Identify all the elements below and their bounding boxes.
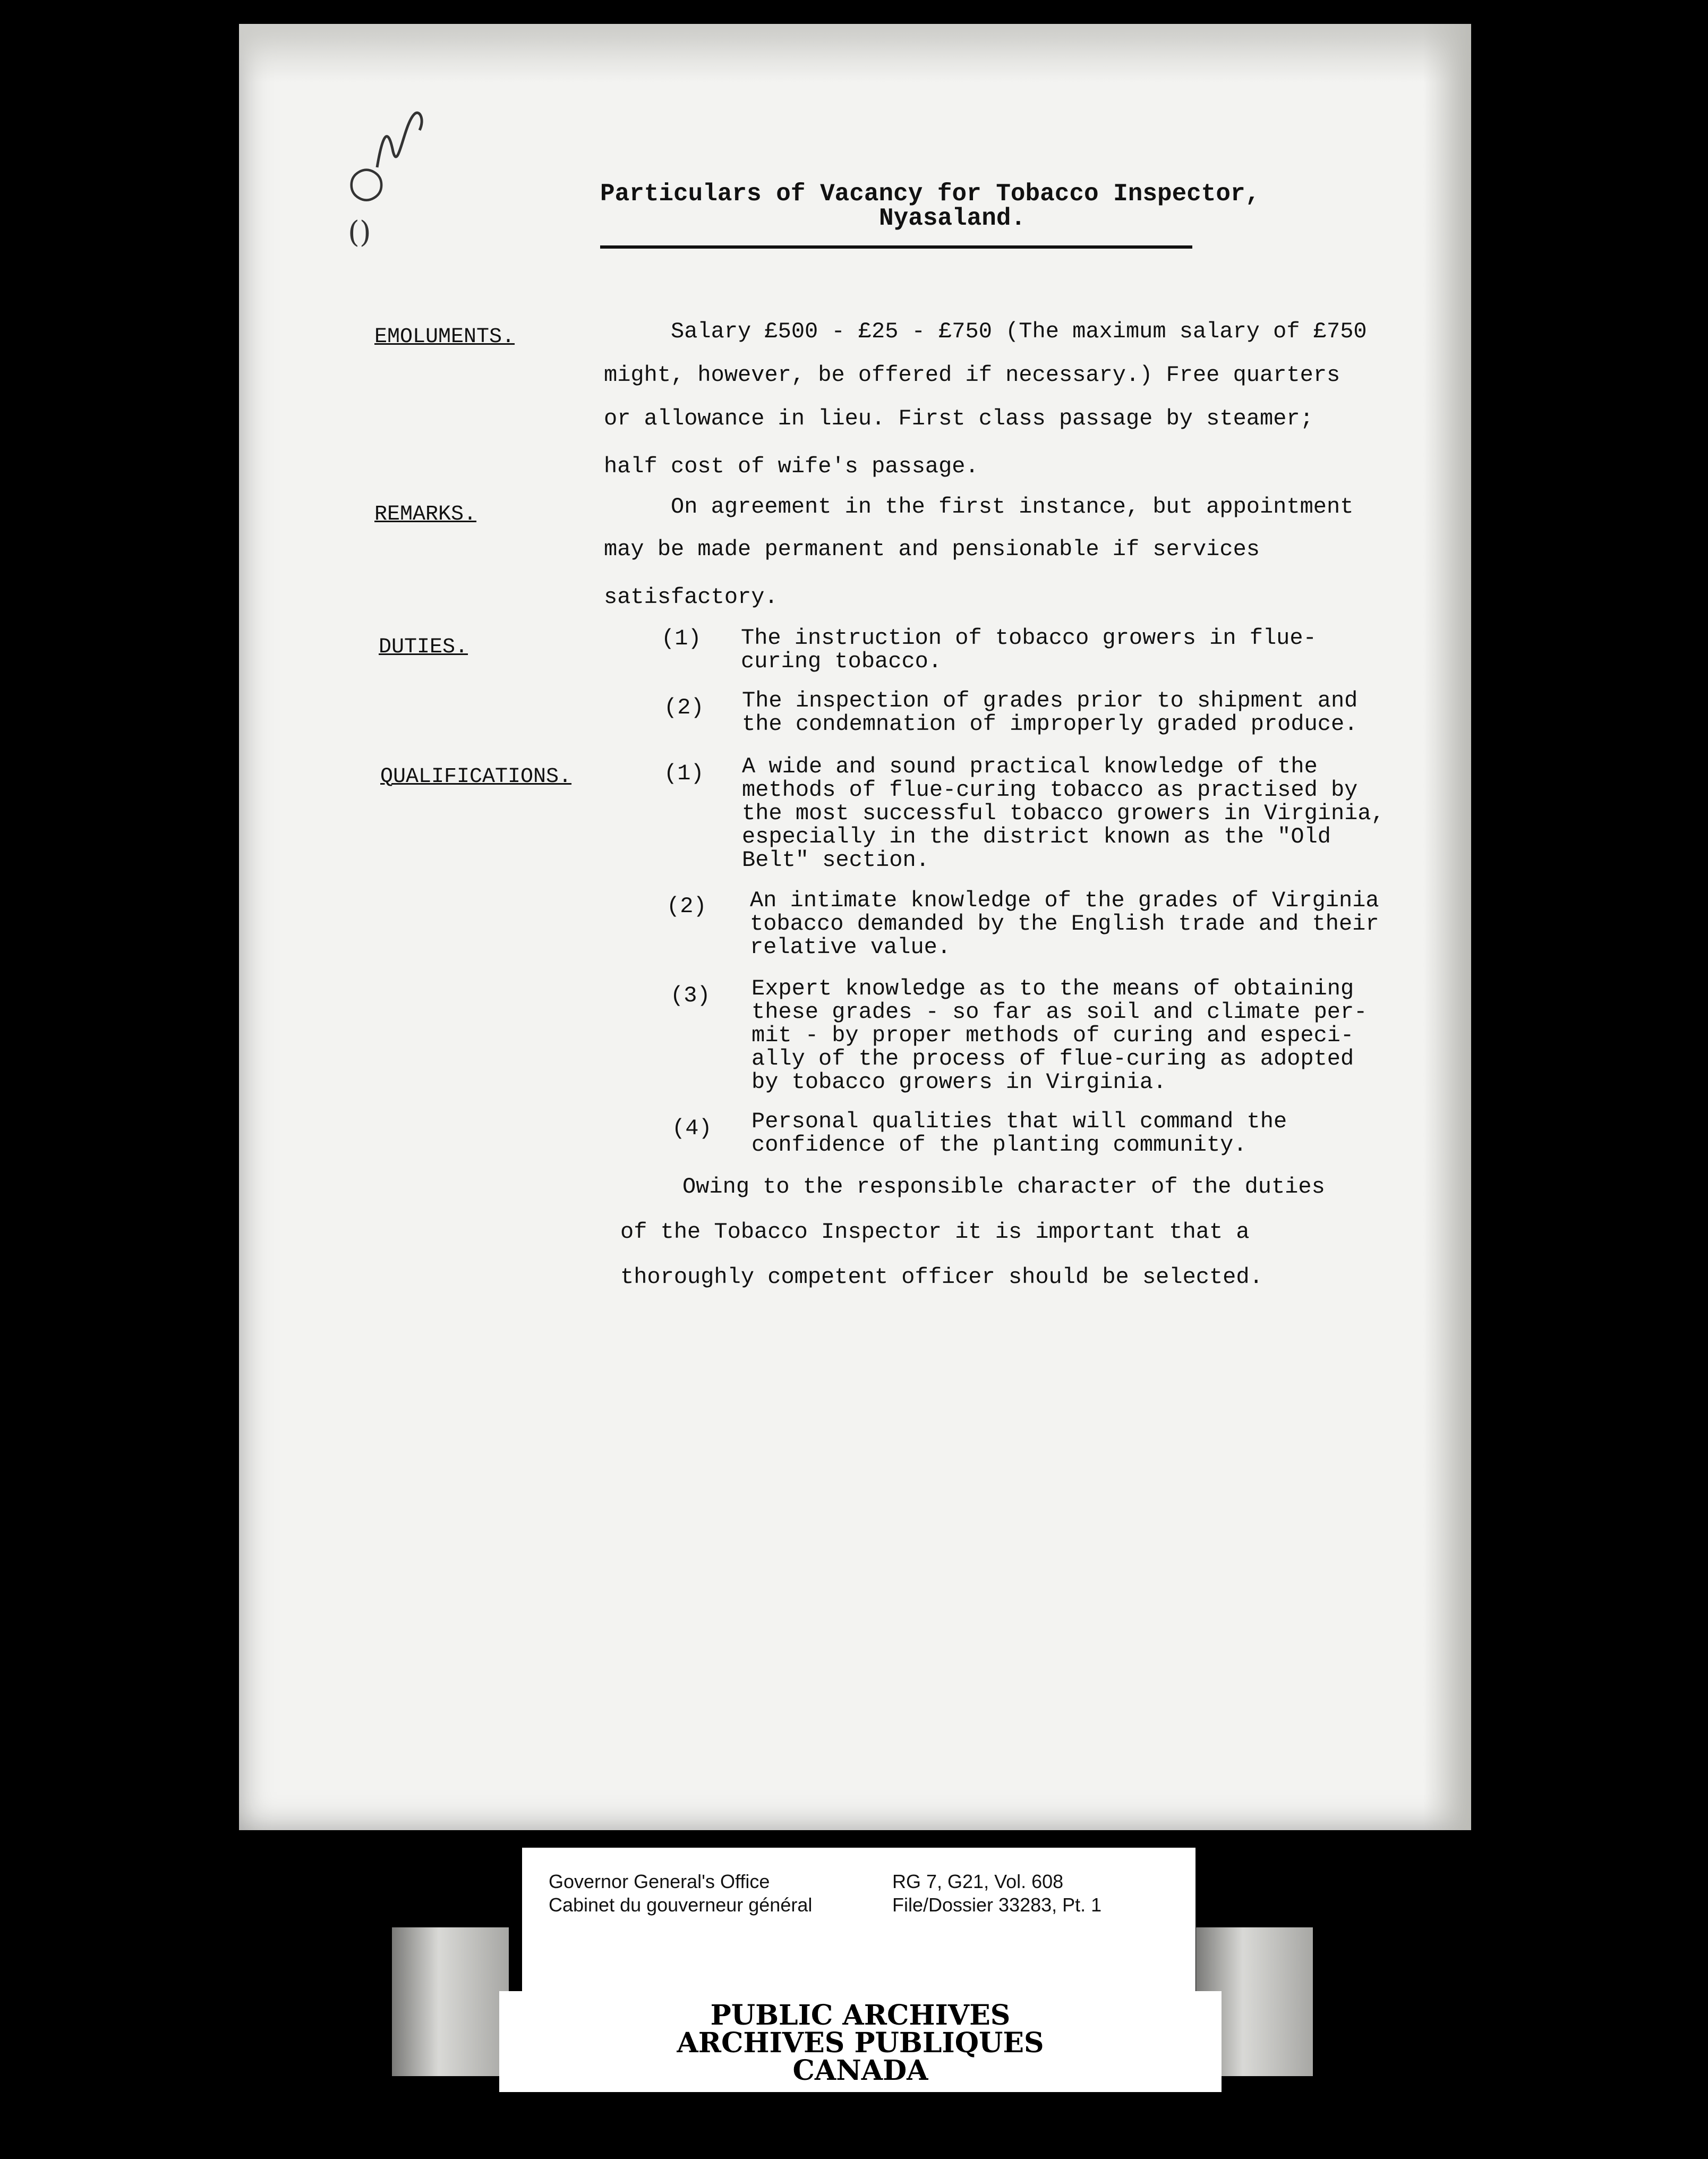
duty-text: curing tobacco. (741, 649, 942, 674)
handwritten-initial-icon (372, 104, 435, 183)
qualification-text: A wide and sound practical knowledge of the (742, 754, 1318, 779)
remarks-line: may be made permanent and pensionable if services (604, 537, 1260, 562)
qualification-text: especially in the district known as the "Old (742, 824, 1331, 849)
qualification-number: (3) (670, 983, 711, 1008)
emoluments-line: might, however, be offered if necessary.) Free quarters (604, 362, 1340, 388)
duties-heading: DUTIES. (379, 635, 468, 659)
qualification-text: the most successful tobacco growers in Virginia, (742, 801, 1385, 826)
archive-reference: RG 7, G21, Vol. 608 (892, 1871, 1064, 1892)
stamp-line-3: CANADA (792, 2054, 928, 2087)
office-fr: Cabinet du gouverneur général (549, 1894, 813, 1916)
remarks-line: On agreement in the first instance, but appointment (671, 494, 1354, 520)
office-en: Governor General's Office (549, 1871, 770, 1892)
duty-text: The instruction of tobacco growers in flue- (741, 625, 1317, 651)
duty-number: (1) (661, 626, 702, 651)
duty-text: The inspection of grades prior to shipment and (742, 688, 1358, 713)
archive-reference-card (522, 1848, 1195, 1991)
closing-line: Owing to the responsible character of the duties (682, 1174, 1325, 1200)
qualification-text: by tobacco growers in Virginia. (751, 1069, 1167, 1095)
qualification-text: ally of the process of flue-curing as adopted (751, 1046, 1354, 1072)
qualification-text: Personal qualities that will command the (751, 1109, 1287, 1134)
mount-tab-left (392, 1927, 509, 2076)
stamp-line-2: ARCHIVES PUBLIQUES (677, 2027, 1044, 2059)
emoluments-heading: EMOLUMENTS. (374, 325, 515, 349)
qualification-text: relative value. (750, 934, 951, 960)
qualification-number: (4) (672, 1116, 712, 1141)
stamp-line-1: PUBLIC ARCHIVES (710, 1999, 1011, 2032)
handwritten-mark-icon: ○ (348, 157, 385, 206)
handwritten-mark-icon: () (348, 215, 371, 250)
qualifications-heading: QUALIFICATIONS. (380, 765, 572, 789)
archive-file: File/Dossier 33283, Pt. 1 (892, 1894, 1102, 1916)
qualification-text: An intimate knowledge of the grades of Virginia (750, 888, 1379, 913)
remarks-line: satisfactory. (604, 584, 778, 610)
document-title: Particulars of Vacancy for Tobacco Inspector, (600, 180, 1260, 208)
document-title-line2: Nyasaland. (879, 205, 1026, 232)
qualification-number: (2) (667, 894, 707, 919)
duty-text: the condemnation of improperly graded produce. (742, 711, 1358, 737)
public-archives-stamp (499, 1991, 1222, 2092)
closing-line: of the Tobacco Inspector it is important that a (620, 1219, 1250, 1245)
emoluments-line: Salary £500 - £25 - £750 (The maximum salary of £750 (671, 319, 1367, 344)
title-underline (600, 245, 1192, 249)
closing-line: thoroughly competent officer should be selected. (620, 1264, 1263, 1290)
qualification-text: methods of flue-curing tobacco as practised by (742, 777, 1358, 803)
emoluments-line: half cost of wife's passage. (604, 454, 979, 479)
qualification-text: Expert knowledge as to the means of obtaining (751, 976, 1354, 1001)
remarks-heading: REMARKS. (374, 503, 477, 526)
qualification-text: these grades - so far as soil and climate per- (751, 999, 1368, 1025)
duty-number: (2) (664, 695, 704, 720)
qualification-text: tobacco demanded by the English trade and their (750, 911, 1379, 937)
qualification-number: (1) (664, 761, 704, 786)
qualification-text: mit - by proper methods of curing and especi- (751, 1023, 1354, 1048)
qualification-text: Belt" section. (742, 847, 929, 873)
emoluments-line: or allowance in lieu. First class passage by steamer; (604, 406, 1313, 431)
qualification-text: confidence of the planting community. (751, 1132, 1247, 1158)
